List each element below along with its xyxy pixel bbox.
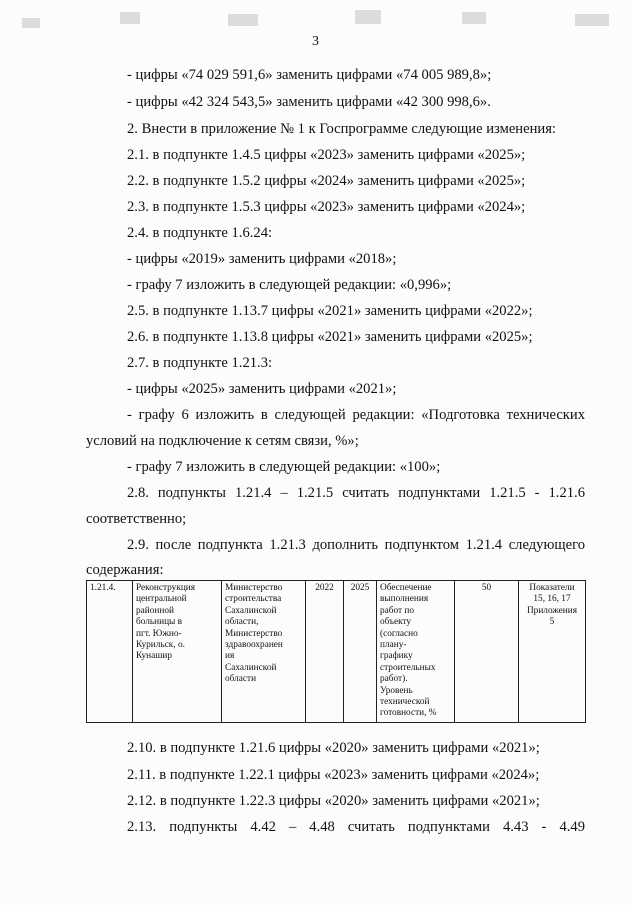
text-line: 2.13. подпункты 4.42 – 4.48 считать подпунктами 4.43 - 4.49 <box>127 819 585 835</box>
table-row <box>87 581 586 723</box>
text-line: - графу 7 изложить в следующей редакции: «0,996»; <box>127 277 452 293</box>
text-line: 2.1. в подпункте 1.4.5 цифры «2023» заменить цифрами «2025»; <box>127 147 526 163</box>
text-line: 2.5. в подпункте 1.13.7 цифры «2021» заменить цифрами «2022»; <box>127 303 533 319</box>
scan-speck <box>462 12 486 24</box>
table-cell-indicators: Показатели 15, 16, 17 Приложения 5 <box>519 581 586 723</box>
text-line: 2.3. в подпункте 1.5.3 цифры «2023» заменить цифрами «2024»; <box>127 199 526 215</box>
text-line: - цифры «2025» заменить цифрами «2021»; <box>127 381 397 397</box>
table-cell-value: 50 <box>455 581 519 723</box>
text-line: 2.2. в подпункте 1.5.2 цифры «2024» заменить цифрами «2025»; <box>127 173 526 189</box>
text-line: - цифры «42 324 543,5» заменить цифрами «42 300 998,6». <box>127 94 491 110</box>
scan-speck <box>575 14 609 26</box>
text-line: 2.9. после подпункта 1.21.3 дополнить подпунктом 1.21.4 следующего <box>127 537 585 553</box>
text-line: - цифры «74 029 591,6» заменить цифрами «74 005 989,8»; <box>127 67 492 83</box>
table-cell-executor: Министерство строительства Сахалинской области, Министерство здравоохранен ия Сахалинской области <box>222 581 306 723</box>
text-line: - графу 6 изложить в следующей редакции: «Подготовка технических <box>127 407 585 423</box>
page-number: 3 <box>312 34 319 49</box>
text-line: 2.11. в подпункте 1.22.1 цифры «2023» заменить цифрами «2024»; <box>127 767 540 783</box>
text-line: условий на подключение к сетям связи, %»; <box>86 433 359 449</box>
text-line: - графу 7 изложить в следующей редакции: «100»; <box>127 459 441 475</box>
text-line: содержания: <box>86 562 164 578</box>
table-cell-end-year: 2025 <box>344 581 377 723</box>
table-cell-result: Обеспечение выполнения работ по объекту (согласно плану- графику строительных работ). Уровень технической готовности, % <box>377 581 455 723</box>
text-line: 2.10. в подпункте 1.21.6 цифры «2020» заменить цифрами «2021»; <box>127 740 540 756</box>
text-line: 2. Внести в приложение № 1 к Госпрограмме следующие изменения: <box>127 121 556 137</box>
scan-speck <box>355 10 381 24</box>
text-line: 2.8. подпункты 1.21.4 – 1.21.5 считать подпунктами 1.21.5 - 1.21.6 <box>127 485 585 501</box>
text-line: 2.4. в подпункте 1.6.24: <box>127 225 273 241</box>
scan-speck <box>22 18 40 28</box>
amendment-table <box>86 580 586 723</box>
scan-speck <box>228 14 258 26</box>
table-cell-start-year: 2022 <box>306 581 344 723</box>
table-cell-number: 1.21.4. <box>87 581 133 723</box>
text-line: 2.12. в подпункте 1.22.3 цифры «2020» заменить цифрами «2021»; <box>127 793 540 809</box>
text-line: соответственно; <box>86 511 187 527</box>
table-cell-name: Реконструкция центральной районной больницы в пгт. Южно- Курильск, о. Кунашир <box>133 581 222 723</box>
text-line: - цифры «2019» заменить цифрами «2018»; <box>127 251 397 267</box>
text-line: 2.7. в подпункте 1.21.3: <box>127 355 273 371</box>
scan-speck <box>120 12 140 24</box>
text-line: 2.6. в подпункте 1.13.8 цифры «2021» заменить цифрами «2025»; <box>127 329 533 345</box>
